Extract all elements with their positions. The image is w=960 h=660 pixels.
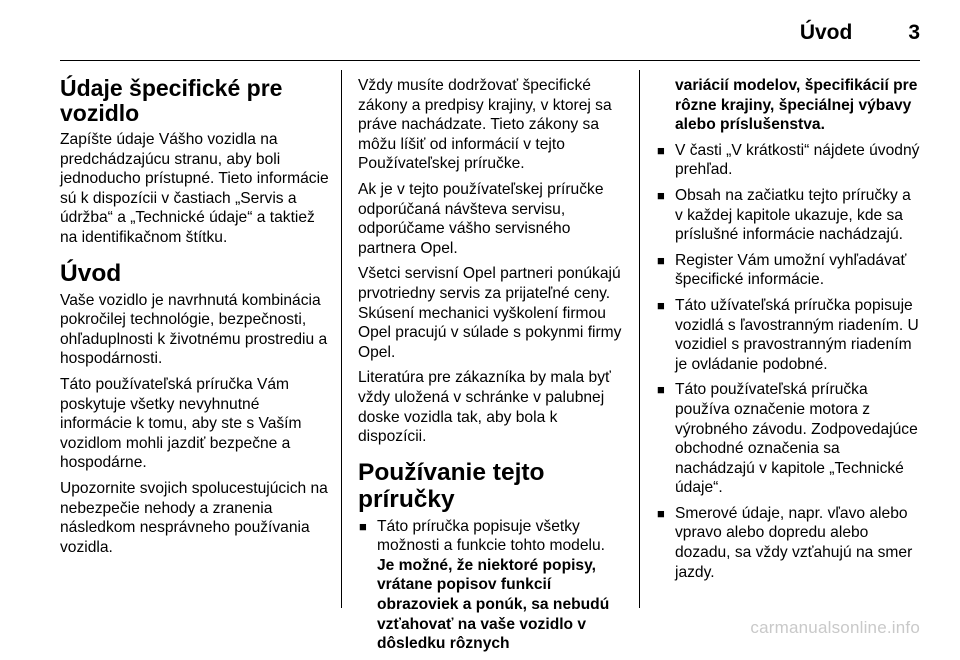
- bullet-icon: ■: [657, 142, 665, 158]
- list-item-text: Táto používateľská príručka používa označenie motora z výrobného závodu. Zodpovedajúce obchodné označenia sa nachádzajú v kapitole „Technické údaje“.: [675, 381, 918, 497]
- paragraph: Literatúra pre zákazníka by mala byť vždy uložená v schránke v palubnej doske vozidla tak, aby bola k dispozícii.: [358, 369, 611, 446]
- column-divider: [639, 70, 640, 608]
- bullet-list: [656, 141, 922, 582]
- paragraph: Ak je v tejto používateľskej príručke odporúčaná návšteva servisu, odporúčame vášho servisného partnera Opel.: [358, 180, 604, 257]
- column-3: [656, 76, 922, 588]
- list-item-text: Táto užívateľská príručka popisuje vozidlá s ľavostranným riadením. U vozidiel s pravostranným riadením je ovládanie podobné.: [675, 296, 919, 373]
- bullet-icon: ■: [657, 187, 665, 203]
- paragraph: Zapíšte údaje Vášho vozidla na predchádzajúcu stranu, aby boli jednoducho prístupné. Tieto informácie sú k dispozícii v častiach „Servis a údržba“ a „Technické údaje“ a taktiež na identifikačnom štítku.: [60, 131, 329, 246]
- paragraph: Upozornite svojich spolucestujúcich na nebezpečie nehody a zranenia následkom nesprávneho používania vozidla.: [60, 479, 328, 556]
- header-title: Úvod: [799, 21, 853, 44]
- list-item: [656, 504, 922, 582]
- bullet-icon: ■: [359, 518, 367, 534]
- bullet-icon: ■: [657, 382, 665, 398]
- list-item-text: Register Vám umožní vyhľadávať špecifické informácie.: [675, 251, 907, 289]
- bullet-icon: ■: [657, 252, 665, 268]
- paragraph: Všetci servisní Opel partneri ponúkajú prvotriedny servis za prijateľné ceny. Skúsení mechanici vyškolení firmou Opel pracujú v súlade s pokynmi firmy Opel.: [358, 265, 622, 361]
- heading-vehicle-data: Údaje špecifické pre vozidlo: [60, 75, 283, 126]
- bullet-icon: ■: [657, 505, 665, 521]
- bullet-continuation-bold: variácií modelov, špecifikácií pre rôzne krajiny, špeciálnej výbavy alebo príslušenstva.: [675, 77, 918, 134]
- bullet-list: [358, 517, 626, 654]
- list-item: [656, 380, 922, 498]
- list-item-text: Obsah na začiatku tejto príručky a v každej kapitole ukazuje, kde sa príslušné informácie nachádzajú.: [675, 186, 911, 244]
- list-item: [656, 251, 922, 290]
- header-rule: [60, 60, 920, 61]
- heading-intro: Úvod: [60, 259, 122, 287]
- bullet-icon: ■: [657, 297, 665, 313]
- page-number: 3: [908, 21, 920, 44]
- paragraph: Táto používateľská príručka Vám poskytuje všetky nevyhnutné informácie k tomu, aby ste s Vaším vozidlom mohli jazdiť bezpečne a hospodárne.: [60, 375, 302, 472]
- heading-using-manual: Používanie tejto príručky: [358, 458, 545, 513]
- column-divider: [341, 70, 342, 608]
- page-header: [800, 18, 920, 48]
- list-item-text: Smerové údaje, napr. vľavo alebo vpravo alebo dopredu alebo dozadu, sa vždy vzťahujú na smer jazdy.: [675, 504, 913, 581]
- list-item-bold-text: Je možné, že niektoré popisy, vrátane popisov funkcií obrazoviek a ponúk, sa nebudú vzťahovať na vaše vozidlo v dôsledku rôznych: [377, 556, 610, 653]
- paragraph: Vaše vozidlo je navrhnutá kombinácia pokročilej technológie, bezpečnosti, ohľaduplnosti k životnému prostrediu a hospodárnosti.: [60, 291, 328, 368]
- paragraph: Vždy musíte dodržovať špecifické zákony a predpisy krajiny, v ktorej sa práve nachádzate. Tieto zákony sa môžu líšiť od informácií v tejto Používateľskej príručke.: [358, 77, 612, 173]
- list-item: [656, 141, 922, 180]
- list-item-text: Táto príručka popisuje všetky možnosti a funkcie tohto modelu.: [377, 517, 605, 555]
- list-item: [358, 517, 626, 654]
- column-2: [358, 76, 626, 660]
- list-item-text: V časti „V krátkosti“ nájdete úvodný prehľad.: [675, 141, 920, 179]
- watermark: carmanualsonline.info: [750, 618, 920, 637]
- column-1: [60, 76, 330, 563]
- list-item: [656, 186, 922, 245]
- list-item: [656, 296, 922, 374]
